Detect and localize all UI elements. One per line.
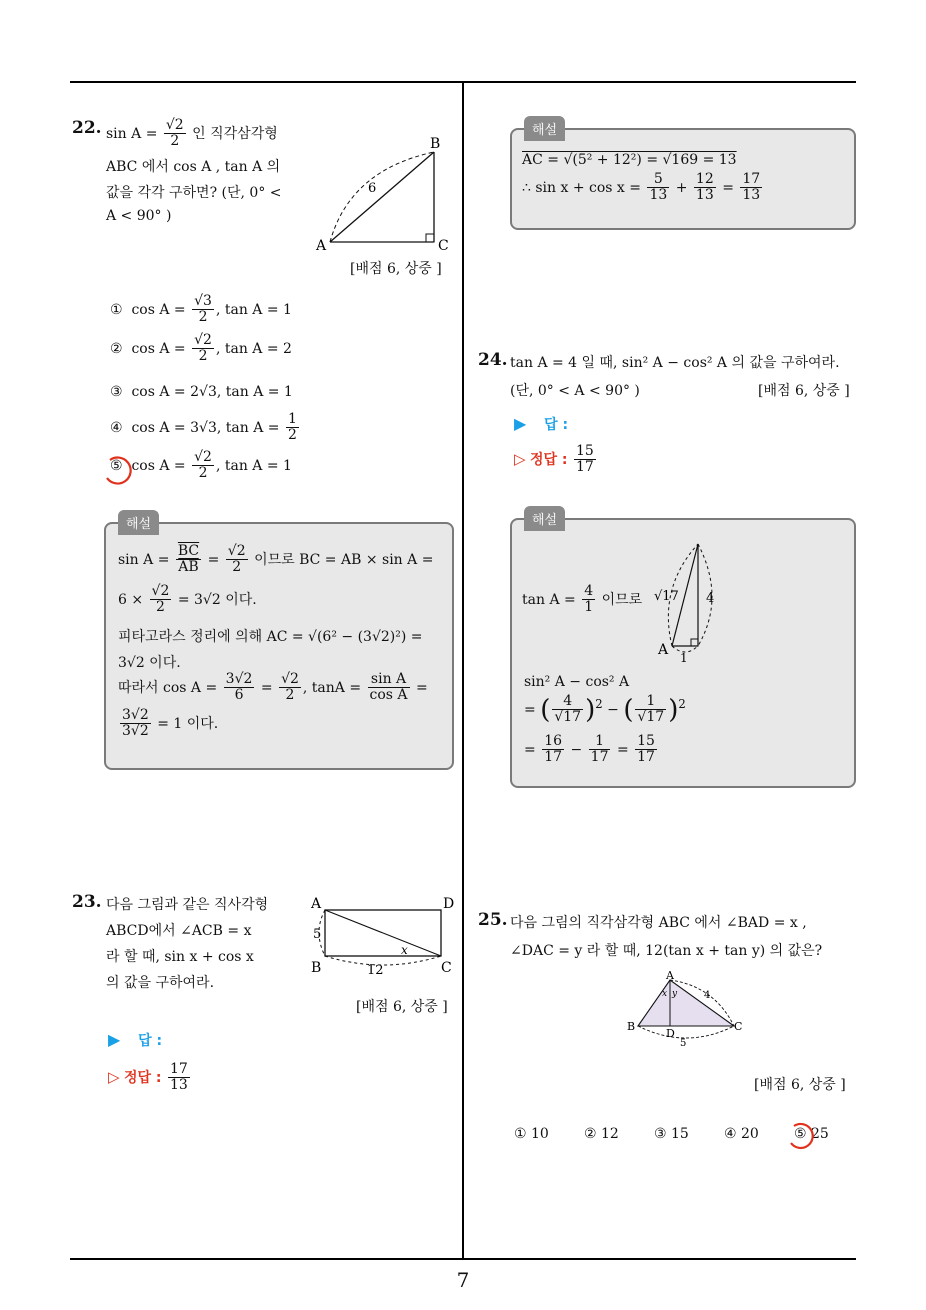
q23-fig-label-b: B: [311, 960, 322, 976]
q24-answer-correct: ▷ 정답 : $\frac{15}{17}$: [514, 443, 594, 476]
q22-exp-line1: sin A = $\frac{\overline{BC}}{AB}$ = $\frac{√2}{2}$ 이므로 BC = AB × sin A =: [118, 543, 434, 576]
q23-rectangle-figure: [305, 894, 460, 984]
q24-fig-side: 4: [706, 591, 715, 606]
q24-explanation-tab: 해설: [524, 506, 565, 531]
q25-stem-line1: 다음 그림의 직각삼각형 ABC 에서 ∠BAD = x ,: [510, 915, 807, 931]
q24-score: [배점 6, 상중 ]: [758, 383, 850, 399]
q24-stem-line1: tan A = 4 일 때, sin² A − cos² A 의 값을 구하여라.: [510, 355, 840, 371]
blue-triangle-icon: ▶: [514, 414, 527, 433]
q25-number: 25.: [478, 910, 508, 930]
q22-stem-line4: A < 90° ): [106, 208, 172, 224]
q23-fig-label-a: A: [311, 896, 322, 912]
q22-option-1[interactable]: ① cos A = $\frac{√3}{2}$ , tan A = 1: [110, 293, 292, 326]
q24-exp-line3: = ( $\frac{4}{√17}$ )$^2$ − ( $\frac{1}{√17}$ )$^2$: [524, 693, 686, 726]
q23-number: 23.: [72, 892, 102, 912]
q23-stem-line1: 다음 그림과 같은 직사각형: [106, 897, 269, 913]
q22-stem-line3: 값을 각각 구하면? (단, 0° <: [106, 185, 282, 201]
q22-score: [배점 6, 상중 ]: [350, 261, 442, 277]
q24-stem-line2: (단, 0° < A < 90° ): [510, 383, 640, 399]
q22-explanation-tab: 해설: [118, 510, 159, 535]
q23-answer-correct: ▷ 정답 : $\frac{17}{13}$: [108, 1061, 188, 1094]
q23-stem-line3: 라 할 때, sin x + cos x: [106, 949, 254, 965]
blue-triangle-icon: ▶: [108, 1030, 121, 1049]
q22-fig-label-b: B: [430, 136, 441, 152]
q23-score: [배점 6, 상중 ]: [356, 999, 448, 1015]
q22-answer-circle-mark: [102, 454, 136, 488]
q23-exp-line2: ∴ sin x + cos x = $\frac{5}{13}$ + $\frac{12}{13}$ = $\frac{17}{13}$: [522, 171, 761, 204]
q22-option-2[interactable]: ② cos A = $\frac{√2}{2}$ , tan A = 2: [110, 332, 292, 365]
q22-triangle-figure: [310, 130, 460, 260]
q25-fig-angle-x: x: [662, 989, 668, 999]
q22-stem-line2: ABC 에서 cos A , tan A 의: [106, 159, 281, 175]
q25-fig-side: 4: [704, 990, 711, 1001]
q25-answer-circle-mark: [786, 1120, 818, 1152]
q25-option-3[interactable]: ③ 15: [654, 1126, 689, 1142]
q22-exp-line4: 3√2 이다.: [118, 655, 181, 671]
bottom-rule: [70, 1258, 856, 1260]
column-divider: [462, 82, 464, 1260]
q25-triangle-figure: [624, 970, 748, 1050]
q22-exp-line6: $\frac{3√2}{3√2}$ = 1 이다.: [122, 707, 219, 740]
q25-fig-label-d: D: [666, 1027, 675, 1040]
q22-exp-line3: 피타고라스 정리에 의해 AC = √(6² − (3√2)²) =: [118, 629, 423, 645]
q24-exp-line4: = $\frac{16}{17}$ − $\frac{1}{17}$ = $\frac{15}{17}$: [524, 733, 655, 766]
q24-number: 24.: [478, 350, 508, 370]
q22-number: 22.: [72, 118, 102, 138]
q25-stem-line2: ∠DAC = y 라 할 때, 12(tan x + tan y) 의 값은?: [510, 943, 823, 959]
q25-fig-base: 5: [680, 1038, 687, 1049]
q23-stem-line2: ABCD에서 ∠ACB = x: [106, 923, 252, 939]
q22-option-3[interactable]: ③ cos A = 2√3, tan A = 1: [110, 384, 293, 400]
open-triangle-icon: ▷: [514, 449, 526, 468]
q24-answer-blank[interactable]: ▶ 답 :: [514, 414, 569, 433]
q25-option-2[interactable]: ② 12: [584, 1126, 619, 1142]
q22-fig-side: 6: [368, 181, 377, 196]
q23-fig-angle: x: [401, 943, 408, 957]
page-number: 7: [456, 1268, 470, 1292]
q25-option-5[interactable]: ⑤ 25: [794, 1126, 829, 1142]
q22-option-4[interactable]: ④ cos A = 3√3, tan A = $\frac{1}{2}$: [110, 411, 297, 444]
q22-fig-label-c: C: [438, 238, 449, 254]
q25-option-4[interactable]: ④ 20: [724, 1126, 759, 1142]
q24-exp-line1: tan A = $\frac{4}{1}$ 이므로: [522, 583, 643, 616]
q23-fig-width: 12: [367, 963, 384, 978]
q23-stem-line4: 의 값을 구하여라.: [106, 975, 215, 991]
q23-fig-label-d: D: [443, 896, 455, 912]
q25-fig-label-a: A: [666, 970, 674, 982]
q22-exp-line5: 따라서 cos A = $\frac{3√2}{6}$ = $\frac{√2}{2}$ , tanA = $\frac{\text{sin A}}{\text{cos A}}$ =: [118, 671, 428, 704]
q24-fig-base: 1: [680, 651, 688, 664]
q24-exp-line2: sin² A − cos² A: [524, 674, 630, 690]
q24-fig-hyp: √17: [654, 589, 679, 604]
q25-fig-angle-y: y: [672, 989, 678, 999]
q23-explanation-tab: 해설: [524, 116, 565, 141]
q23-answer-blank[interactable]: ▶ 답 :: [108, 1030, 163, 1049]
q23-exp-line1: [522, 152, 737, 168]
q24-fig-label-a: A: [658, 642, 669, 658]
open-triangle-icon: ▷: [108, 1067, 120, 1086]
q25-fig-label-c: C: [734, 1020, 743, 1033]
q25-option-1[interactable]: ① 10: [514, 1126, 549, 1142]
q25-score: [배점 6, 상중 ]: [754, 1077, 846, 1093]
q24-triangle-figure: [650, 538, 740, 664]
q23-exp-segment-ac: AC = √(5² + 12²) = √169 = 13: [522, 152, 737, 168]
q23-fig-height: 5: [313, 927, 322, 942]
q22-fig-label-a: A: [316, 238, 327, 254]
q22-stem-line1: sin A = $\frac{√2}{2}$ 인 직각삼각형: [106, 117, 278, 150]
q23-fig-label-c: C: [441, 960, 452, 976]
q22-exp-line2: 6 × $\frac{√2}{2}$ = 3√2 이다.: [118, 583, 257, 616]
q22-option-5[interactable]: ⑤ cos A = $\frac{√2}{2}$ , tan A = 1: [110, 449, 292, 482]
q25-fig-label-b: B: [627, 1020, 636, 1033]
